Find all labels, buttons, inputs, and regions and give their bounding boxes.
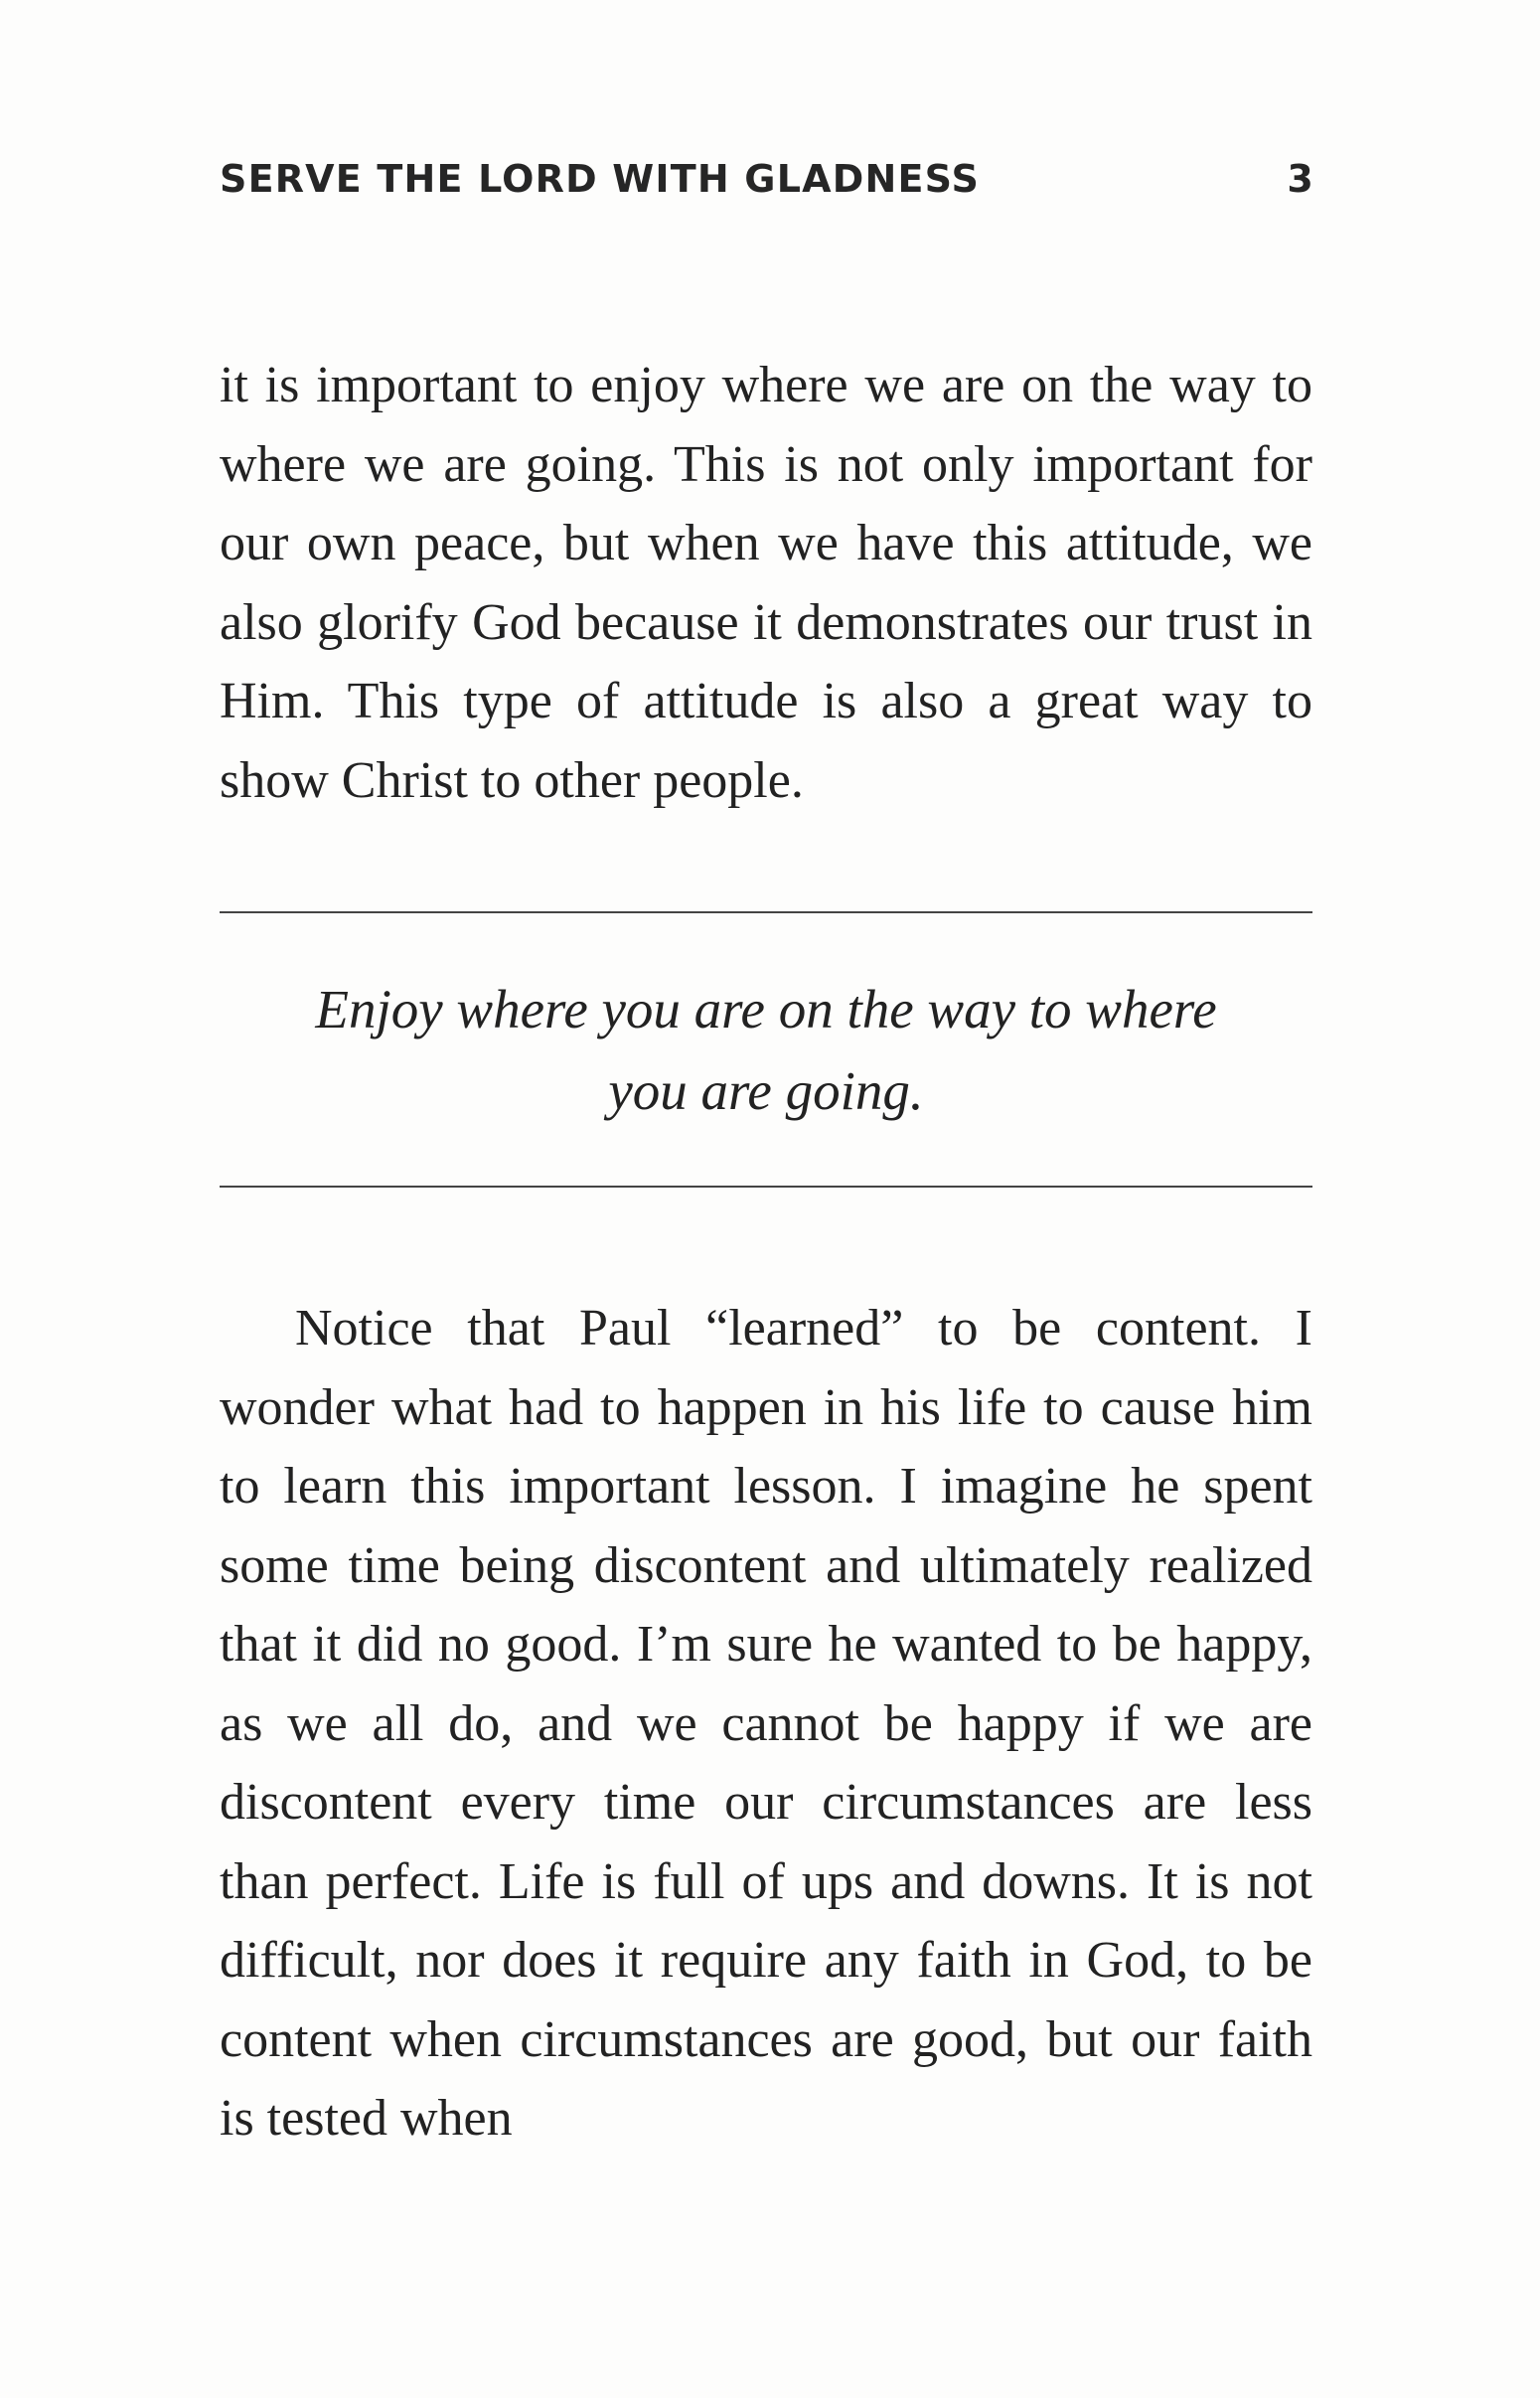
body-paragraph-2: Notice that Paul “learned” to be content. I wonder what had to happen in his life to cause him to learn this important lesson. I imagine he spent some time being discontent and ultimately realized that it did no good. I’m sure he wanted to be happy, as we all do, and we cannot be happy if we are discontent every time our circumstances are less than perfect. Life is full of ups and downs. It is not difficult, nor does it require any faith in God, to be content when circumstances are good, but our faith is tested when	[220, 1300, 1312, 2147]
pull-quote-line-2: you are going.	[608, 1060, 924, 1121]
pull-quote	[220, 969, 1312, 1132]
running-title: SERVE THE LORD WITH GLADNESS	[220, 157, 981, 201]
pull-quote-top-rule	[220, 911, 1312, 913]
pull-quote-bottom-rule	[220, 1186, 1312, 1188]
page-number: 3	[1287, 157, 1314, 201]
body-paragraph-1: it is important to enjoy where we are on the way to where we are going. This is not only important for our own peace, but when we have this attitude, we also glorify God because it demonstrates our trust in Him. This type of attitude is also a great way to show Christ to other people.	[220, 357, 1312, 809]
pull-quote-line-1: Enjoy where you are on the way to where	[315, 979, 1217, 1039]
running-header	[220, 157, 1312, 213]
